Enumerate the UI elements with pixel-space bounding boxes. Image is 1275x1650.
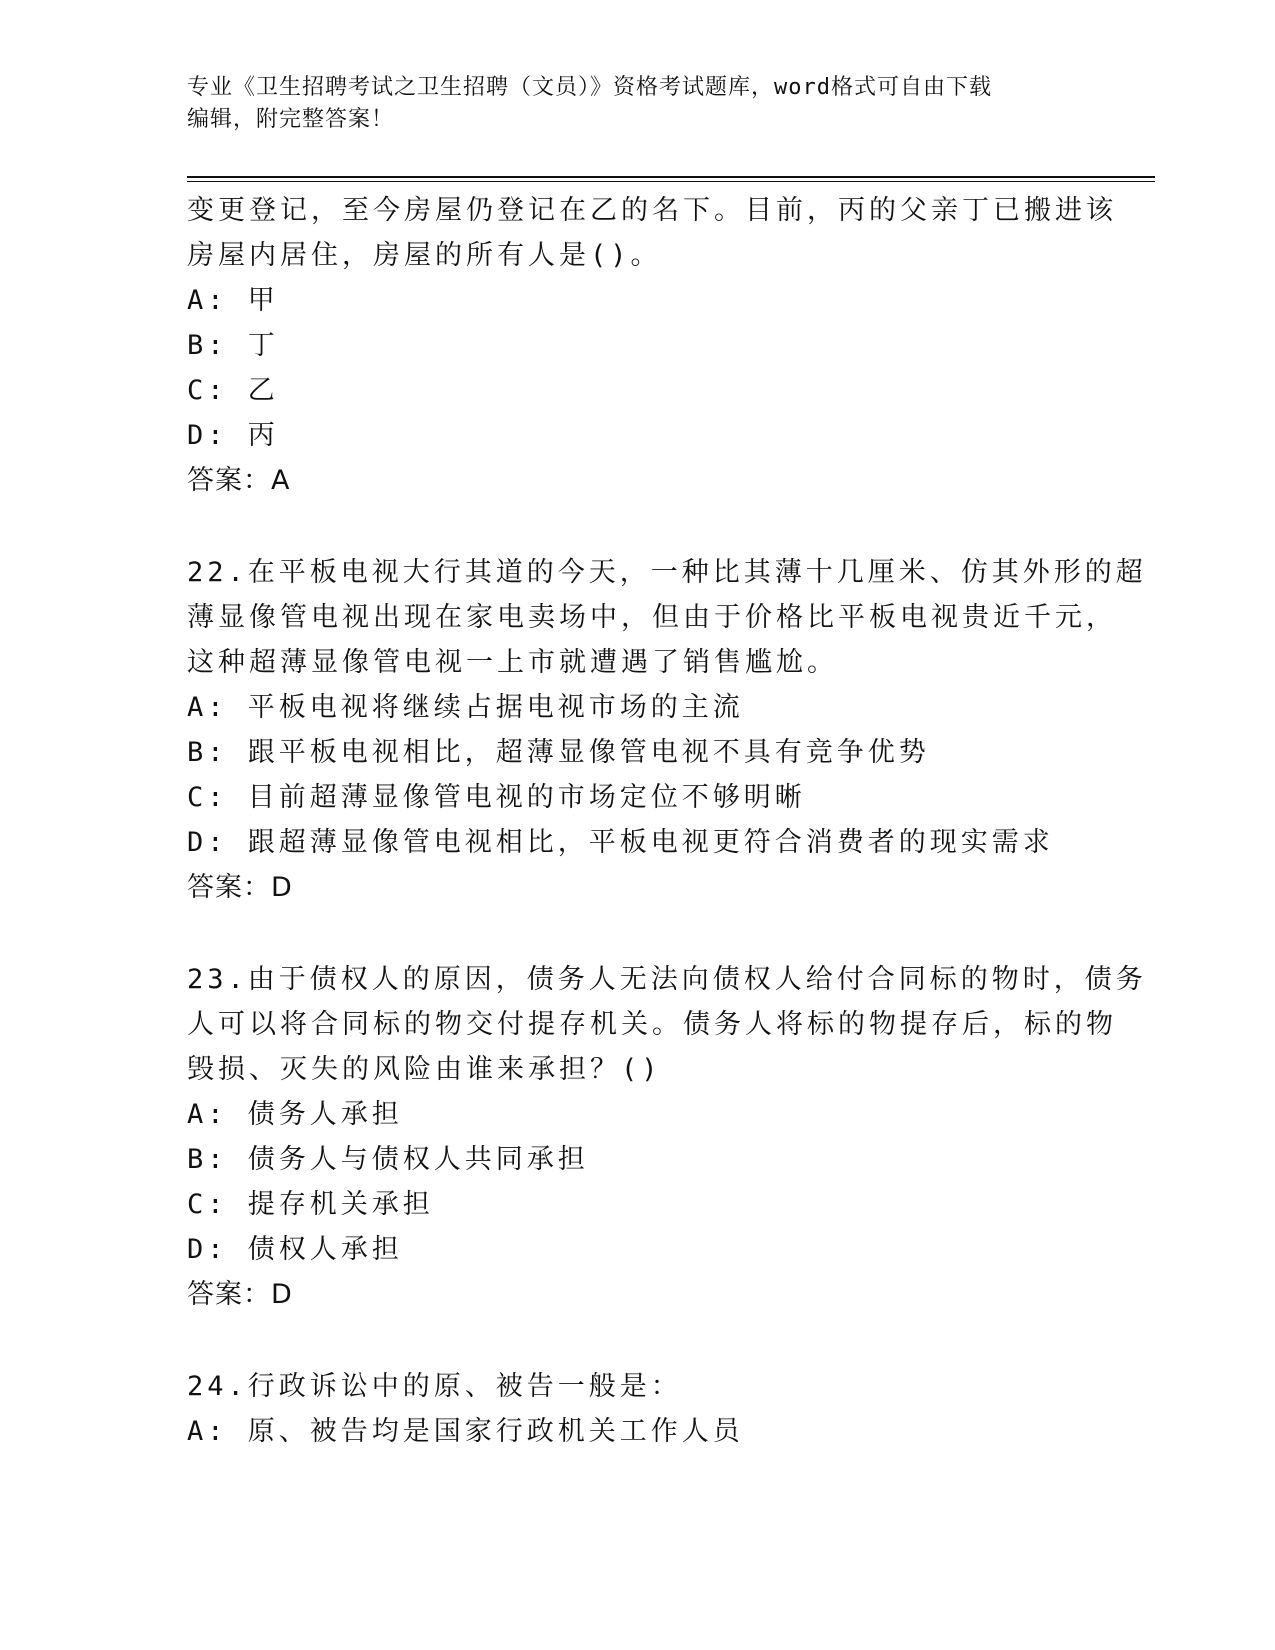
option-c: C: 提存机关承担 [187,1189,434,1220]
option-d: D: 债权人承担 [187,1234,403,1265]
document-header [187,72,1087,136]
question-stem-line: 人可以将合同标的物交付提存机关。债务人将标的物提存后，标的物 [187,1009,1117,1040]
option-b: B: 跟平板电视相比，超薄显像管电视不具有竞争优势 [187,737,930,768]
header-line-2: 编辑，附完整答案！ [187,107,395,132]
question-stem-line: 变更登记，至今房屋仍登记在乙的名下。目前，丙的父亲丁已搬进该 [187,195,1117,226]
option-b: B: 丁 [187,330,279,361]
header-divider-bottom [187,181,1155,182]
option-d: D: 丙 [187,420,279,451]
header-line-1: 专业《卫生招聘考试之卫生招聘（文员）》资格考试题库，word格式可自由下载 [187,75,992,100]
option-a: A: 平板电视将继续占据电视市场的主流 [187,692,744,723]
question-23 [187,957,1147,1317]
question-stem-line: 这种超薄显像管电视一上市就遭遇了销售尴尬。 [187,647,838,678]
option-d: D: 跟超薄显像管电视相比，平板电视更符合消费者的现实需求 [187,827,1054,858]
document-body [187,188,1147,1454]
option-a: A: 债务人承担 [187,1099,403,1130]
question-stem-line: 薄显像管电视出现在家电卖场中，但由于价格比平板电视贵近千元， [187,602,1117,633]
question-22 [187,550,1147,910]
question-stem-line: 毁损、灭失的风险由谁来承担？() [187,1054,662,1085]
answer-line: 答案：D [187,872,293,903]
question-21-continued [187,188,1117,503]
answer-line: 答案：A [187,465,291,496]
option-a: A: 甲 [187,285,279,316]
question-stem-line: 23.由于债权人的原因，债务人无法向债权人给付合同标的物时，债务 [187,964,1147,995]
answer-line: 答案：D [187,1279,293,1310]
question-stem-line: 房屋内居住，房屋的所有人是()。 [187,240,662,271]
option-a: A: 原、被告均是国家行政机关工作人员 [187,1416,744,1447]
option-c: C: 乙 [187,375,279,406]
question-24 [187,1364,1087,1454]
question-stem-line: 24.行政诉讼中的原、被告一般是： [187,1371,682,1402]
option-c: C: 目前超薄显像管电视的市场定位不够明晰 [187,782,806,813]
option-b: B: 债务人与债权人共同承担 [187,1144,589,1175]
question-stem-line: 22.在平板电视大行其道的今天，一种比其薄十几厘米、仿其外形的超 [187,557,1147,588]
header-divider-top [187,176,1155,178]
